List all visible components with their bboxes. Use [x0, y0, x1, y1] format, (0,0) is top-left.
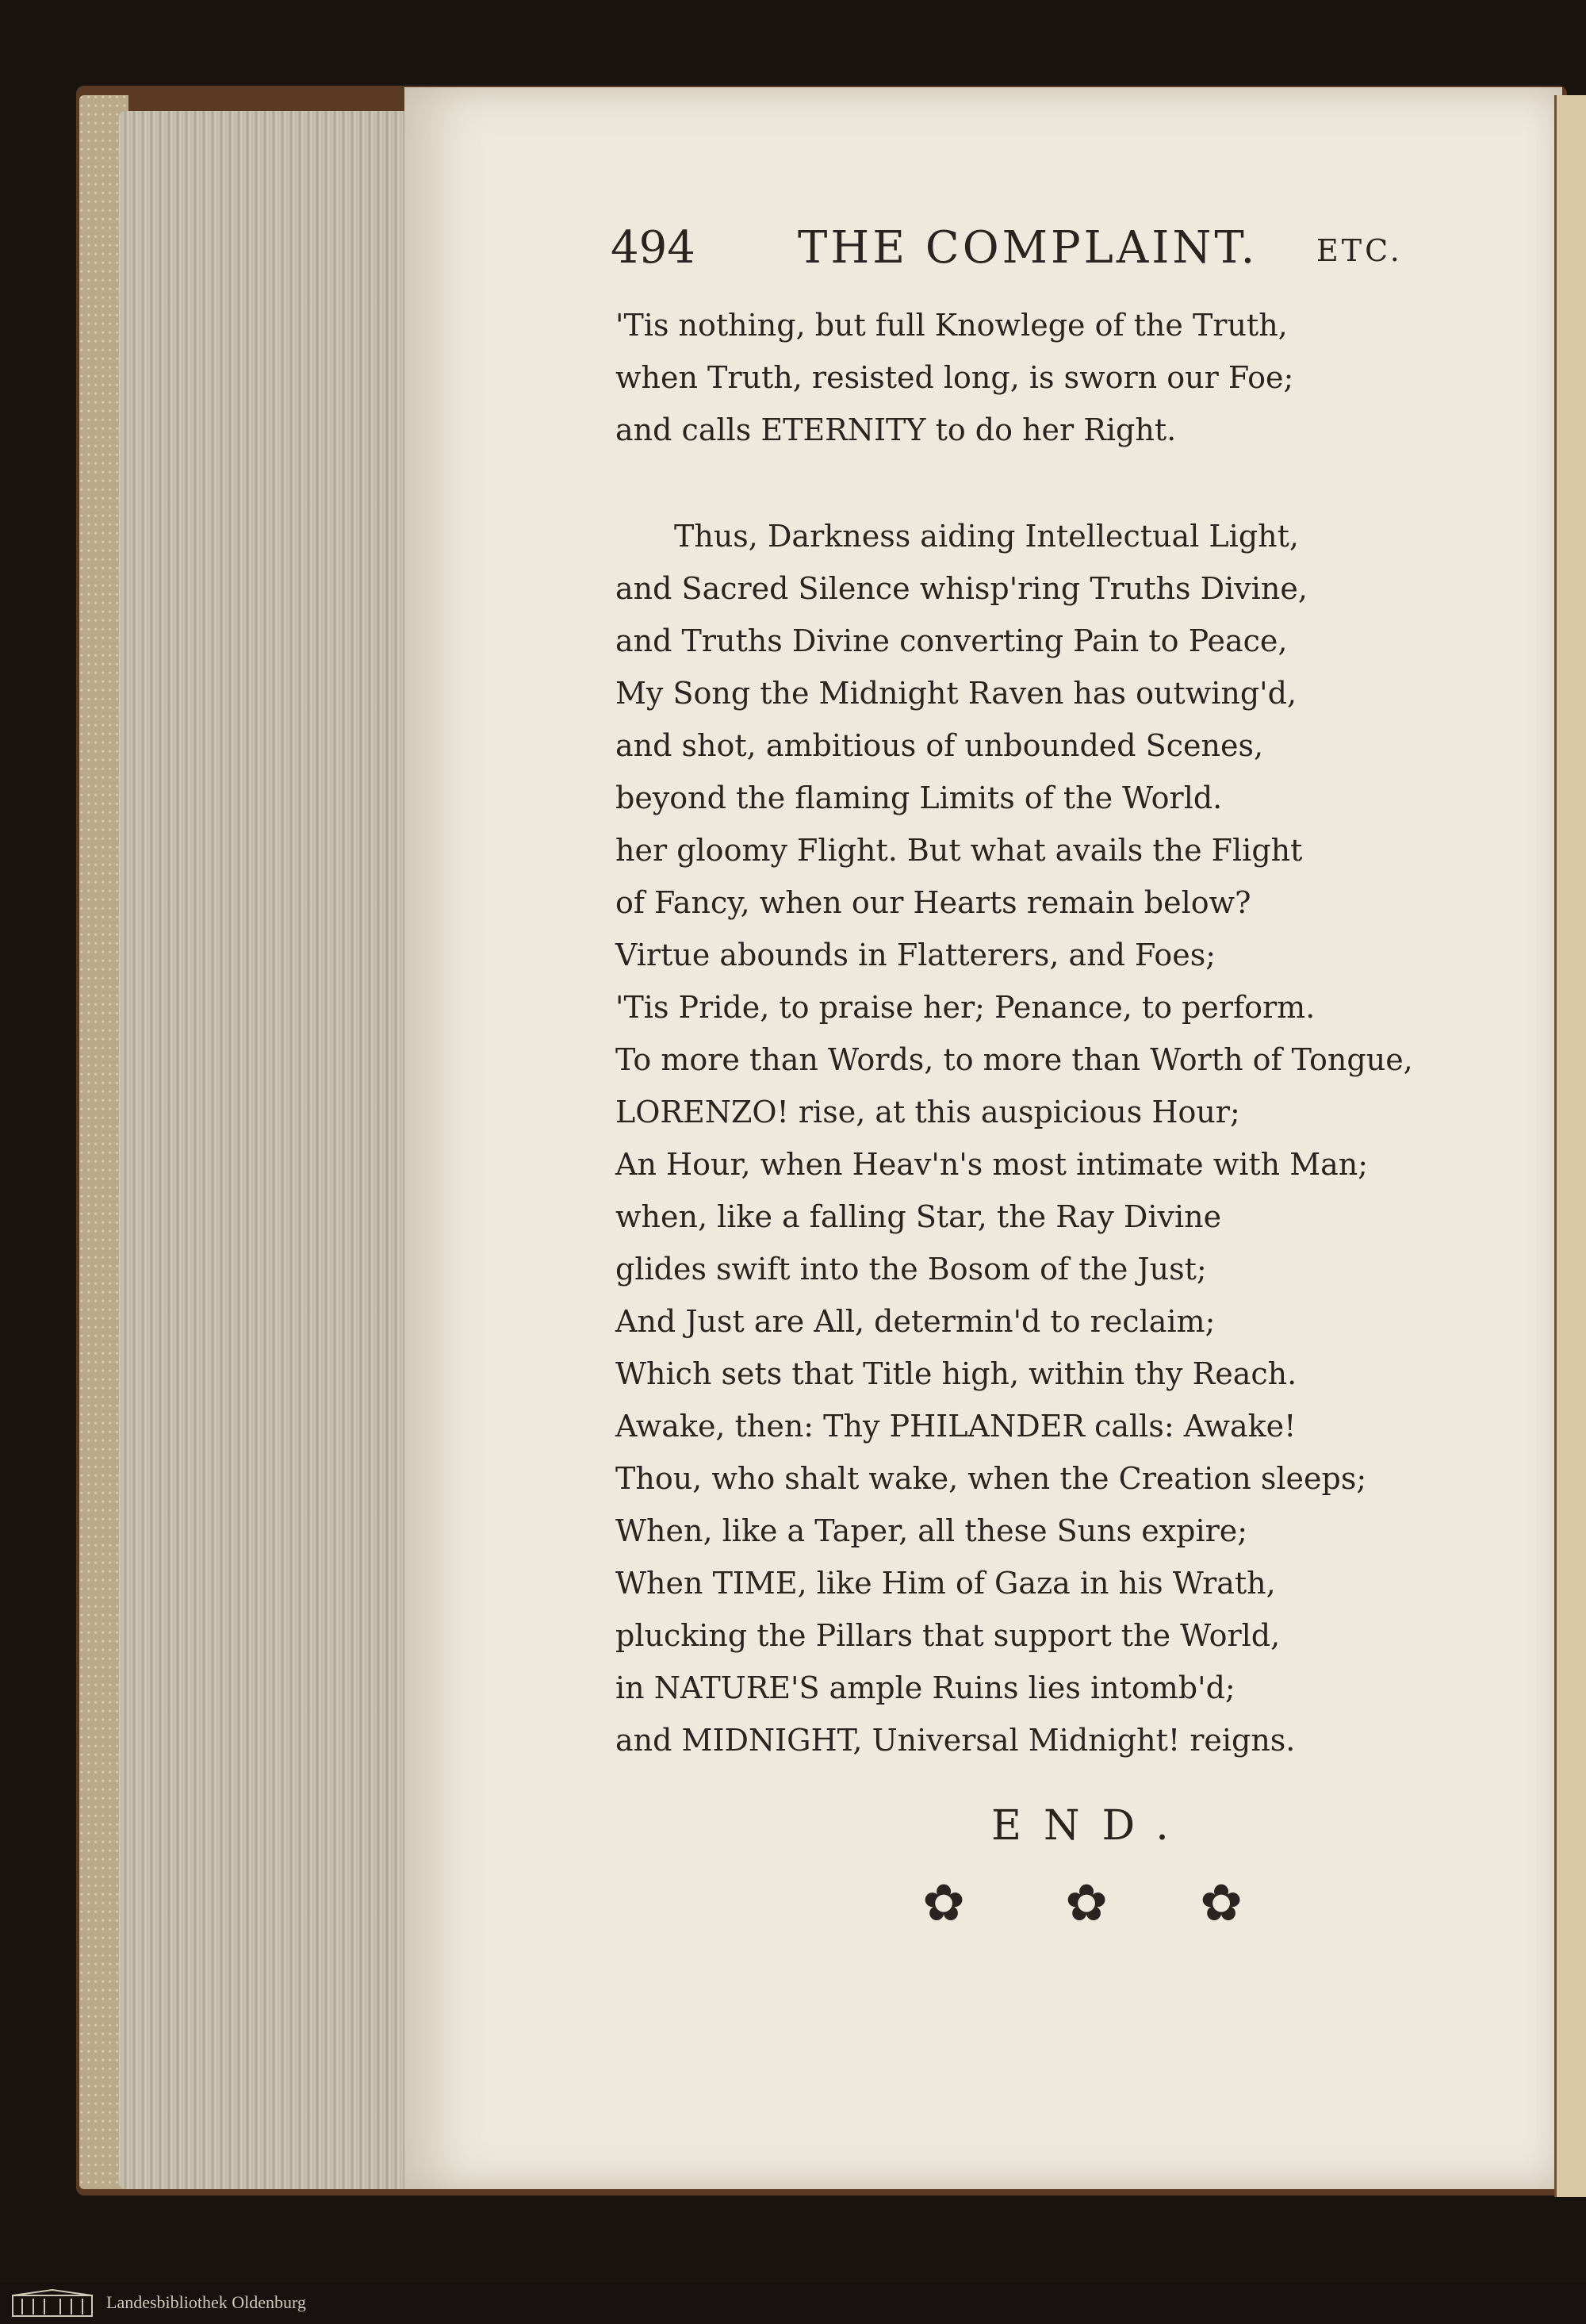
flower-ornament-icon: ✿	[922, 1874, 965, 1933]
library-footer	[0, 2283, 1586, 2324]
end-word: END.	[991, 1802, 1191, 1850]
text-line: plucking the Pillars that support the World,	[615, 1618, 1281, 1653]
text-line: and calls ETERNITY to do her Right.	[615, 412, 1177, 447]
text-line: and MIDNIGHT, Universal Midnight! reigns.	[615, 1723, 1296, 1758]
text-line: Virtue abounds in Flatterers, and Foes;	[615, 938, 1216, 972]
text-line: and Sacred Silence whisp'ring Truths Divine,	[615, 571, 1308, 606]
text-line: glides swift into the Bosom of the Just;	[615, 1252, 1207, 1287]
page-block-edges	[119, 111, 404, 2189]
text-line: To more than Words, to more than Worth of Tongue,	[615, 1042, 1413, 1077]
text-line: And Just are All, determin'd to reclaim;	[615, 1304, 1216, 1339]
flower-ornament-icon: ✿	[1065, 1874, 1108, 1933]
text-line: Which sets that Title high, within thy Reach.	[615, 1356, 1297, 1391]
running-title: THE COMPLAINT.	[798, 222, 1258, 274]
book-page	[404, 87, 1562, 2189]
text-line: her gloomy Flight. But what avails the Flight	[615, 833, 1303, 868]
running-title-suffix: ETC.	[1316, 233, 1403, 268]
text-line: of Fancy, when our Hearts remain below?	[615, 885, 1251, 920]
right-cover-edge	[1554, 95, 1586, 2197]
text-line: My Song the Midnight Raven has outwing'd,	[615, 676, 1297, 711]
text-line: When TIME, like Him of Gaza in his Wrath,	[615, 1566, 1276, 1601]
flower-ornament-icon: ✿	[1200, 1874, 1243, 1933]
text-line: An Hour, when Heav'n's most intimate with Man;	[615, 1147, 1369, 1182]
text-line: Thus, Darkness aiding Intellectual Light,	[674, 519, 1299, 554]
text-line: when Truth, resisted long, is sworn our Foe;	[615, 360, 1294, 395]
ornament-row	[916, 1876, 1265, 1939]
text-line: Thou, who shalt wake, when the Creation sleeps;	[615, 1461, 1367, 1496]
text-line: and shot, ambitious of unbounded Scenes,	[615, 728, 1264, 763]
page-number: 494	[611, 222, 695, 274]
text-line: when, like a falling Star, the Ray Divine	[615, 1199, 1222, 1234]
text-line: and Truths Divine converting Pain to Peace,	[615, 623, 1288, 658]
library-name: Landesbibliothek Oldenburg	[106, 2292, 306, 2312]
text-line: When, like a Taper, all these Suns expire;	[615, 1513, 1248, 1548]
library-building-icon	[11, 2289, 94, 2318]
text-line: LORENZO! rise, at this auspicious Hour;	[615, 1095, 1240, 1129]
text-line: 'Tis nothing, but full Knowlege of the Truth,	[615, 308, 1288, 343]
text-line: 'Tis Pride, to praise her; Penance, to perform.	[615, 990, 1316, 1025]
text-line: Awake, then: Thy PHILANDER calls: Awake!	[615, 1409, 1297, 1444]
text-line: beyond the flaming Limits of the World.	[615, 780, 1223, 815]
text-line: in NATURE'S ample Ruins lies intomb'd;	[615, 1670, 1235, 1705]
page-header	[611, 222, 1419, 286]
